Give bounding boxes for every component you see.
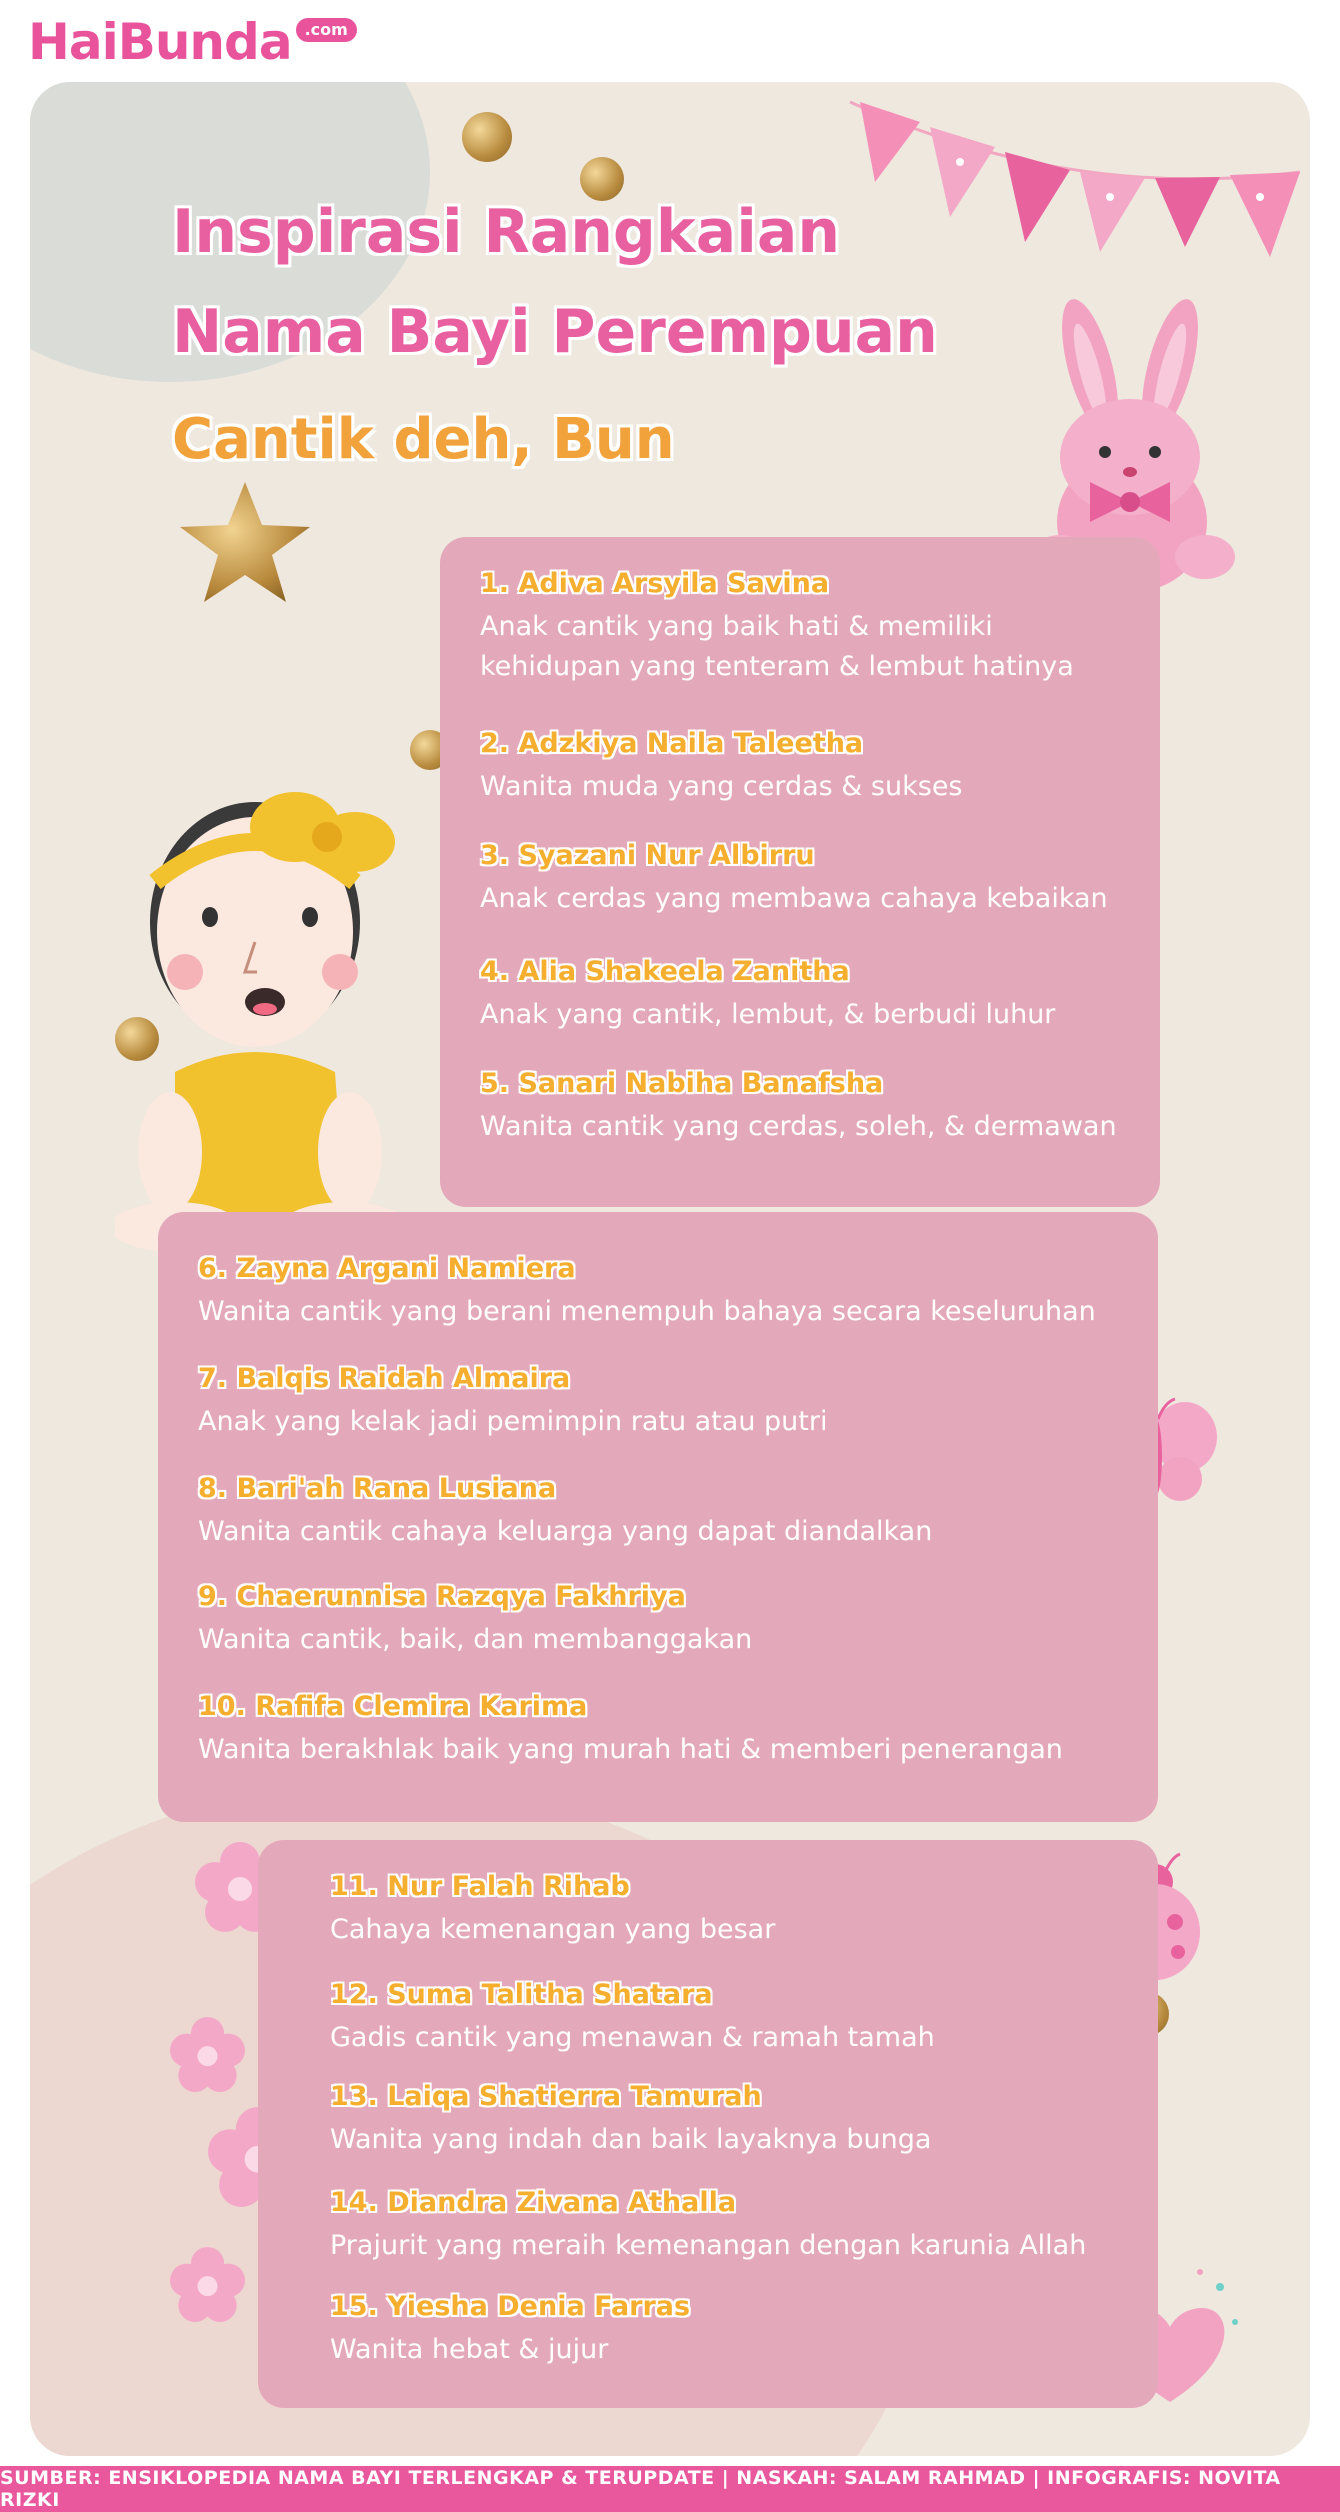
brand-name: HaiBunda (28, 13, 292, 71)
baby-name: 8. Bari'ah Rana Lusiana (198, 1473, 557, 1504)
baby-name: 4. Alia Shakeela Zanitha (480, 956, 850, 987)
list-item (480, 955, 1055, 1035)
brand-suffix: .com (296, 18, 357, 42)
list-item (330, 2080, 931, 2160)
bunting-flags-icon (830, 82, 1310, 312)
title-line-2: Nama Bayi Perempuan (172, 297, 938, 367)
title-line-1: Inspirasi Rangkaian (172, 197, 841, 267)
source-credits-footer: SUMBER: ENSIKLOPEDIA NAMA BAYI TERLENGKAP & TERUPDATE | NASKAH: SALAM RAHMAD | INFOGRAFIS: NOVITA RIZKI (0, 2466, 1340, 2512)
glitter-star-icon (170, 477, 320, 607)
list-item (198, 1472, 932, 1552)
baby-girl-icon (115, 772, 455, 1252)
baby-name: 1. Adiva Arsyila Savina (480, 568, 830, 599)
name-meaning: Anak cantik yang baik hati & memiliki kehidupan yang tenteram & lembut hatinya (480, 611, 1074, 682)
list-item (330, 1870, 775, 1950)
baby-name: 12. Suma Talitha Shatara (330, 1979, 713, 2010)
name-meaning: Wanita hebat & jujur (330, 2334, 609, 2365)
name-meaning: Cahaya kemenangan yang besar (330, 1914, 776, 1945)
list-item (198, 1252, 1096, 1332)
list-item (480, 567, 1074, 687)
name-meaning: Anak yang cantik, lembut, & berbudi luhur (480, 999, 1056, 1030)
brand-logo[interactable] (28, 10, 357, 80)
baby-name: 14. Diandra Zivana Athalla (330, 2187, 737, 2218)
flower-icon (170, 2017, 245, 2092)
names-card-2 (158, 1212, 1158, 1822)
baby-name: 11. Nur Falah Rihab (330, 1871, 630, 1902)
name-meaning: Wanita cantik cahaya keluarga yang dapat diandalkan (198, 1516, 933, 1547)
baby-name: 6. Zayna Argani Namiera (198, 1253, 576, 1284)
names-card-3 (258, 1840, 1158, 2408)
baby-name: 2. Adzkiya Naila Taleetha (480, 728, 864, 759)
baby-name: 7. Balqis Raidah Almaira (198, 1363, 571, 1394)
name-meaning: Wanita berakhlak baik yang murah hati & memberi penerangan (198, 1734, 1063, 1765)
baby-name: 3. Syazani Nur Albirru (480, 840, 815, 871)
name-meaning: Gadis cantik yang menawan & ramah tamah (330, 2022, 935, 2053)
baby-name: 13. Laiqa Shatierra Tamurah (330, 2081, 762, 2112)
name-meaning: Prajurit yang meraih kemenangan dengan karunia Allah (330, 2230, 1087, 2261)
infographic-panel (30, 82, 1310, 2456)
list-item (198, 1362, 827, 1442)
list-item (330, 2290, 690, 2370)
list-item (330, 2186, 1086, 2266)
list-item (480, 839, 1108, 919)
name-meaning: Wanita cantik yang berani menempuh bahaya secara keseluruhan (198, 1296, 1096, 1327)
glitter-dot-icon (580, 157, 624, 201)
list-item (198, 1580, 752, 1660)
names-card-1 (440, 537, 1160, 1207)
name-meaning: Anak yang kelak jadi pemimpin ratu atau putri (198, 1406, 828, 1437)
name-meaning: Wanita yang indah dan baik layaknya bunga (330, 2124, 932, 2155)
baby-name: 9. Chaerunnisa Razqya Fakhriya (198, 1581, 686, 1612)
name-meaning: Wanita cantik, baik, dan membanggakan (198, 1624, 753, 1655)
list-item (330, 1978, 935, 2058)
list-item (480, 1067, 1117, 1147)
glitter-dot-icon (462, 112, 512, 162)
baby-name: 5. Sanari Nabiha Banafsha (480, 1068, 884, 1099)
baby-name: 15. Yiesha Denia Farras (330, 2291, 691, 2322)
baby-name: 10. Rafifa Clemira Karima (198, 1691, 588, 1722)
list-item (480, 727, 963, 807)
flower-icon (170, 2247, 245, 2322)
name-meaning: Anak cerdas yang membawa cahaya kebaikan (480, 883, 1108, 914)
name-meaning: Wanita cantik yang cerdas, soleh, & dermawan (480, 1111, 1117, 1142)
name-meaning: Wanita muda yang cerdas & sukses (480, 771, 963, 802)
title-subtitle: Cantik deh, Bun (172, 407, 675, 472)
list-item (198, 1690, 1063, 1770)
